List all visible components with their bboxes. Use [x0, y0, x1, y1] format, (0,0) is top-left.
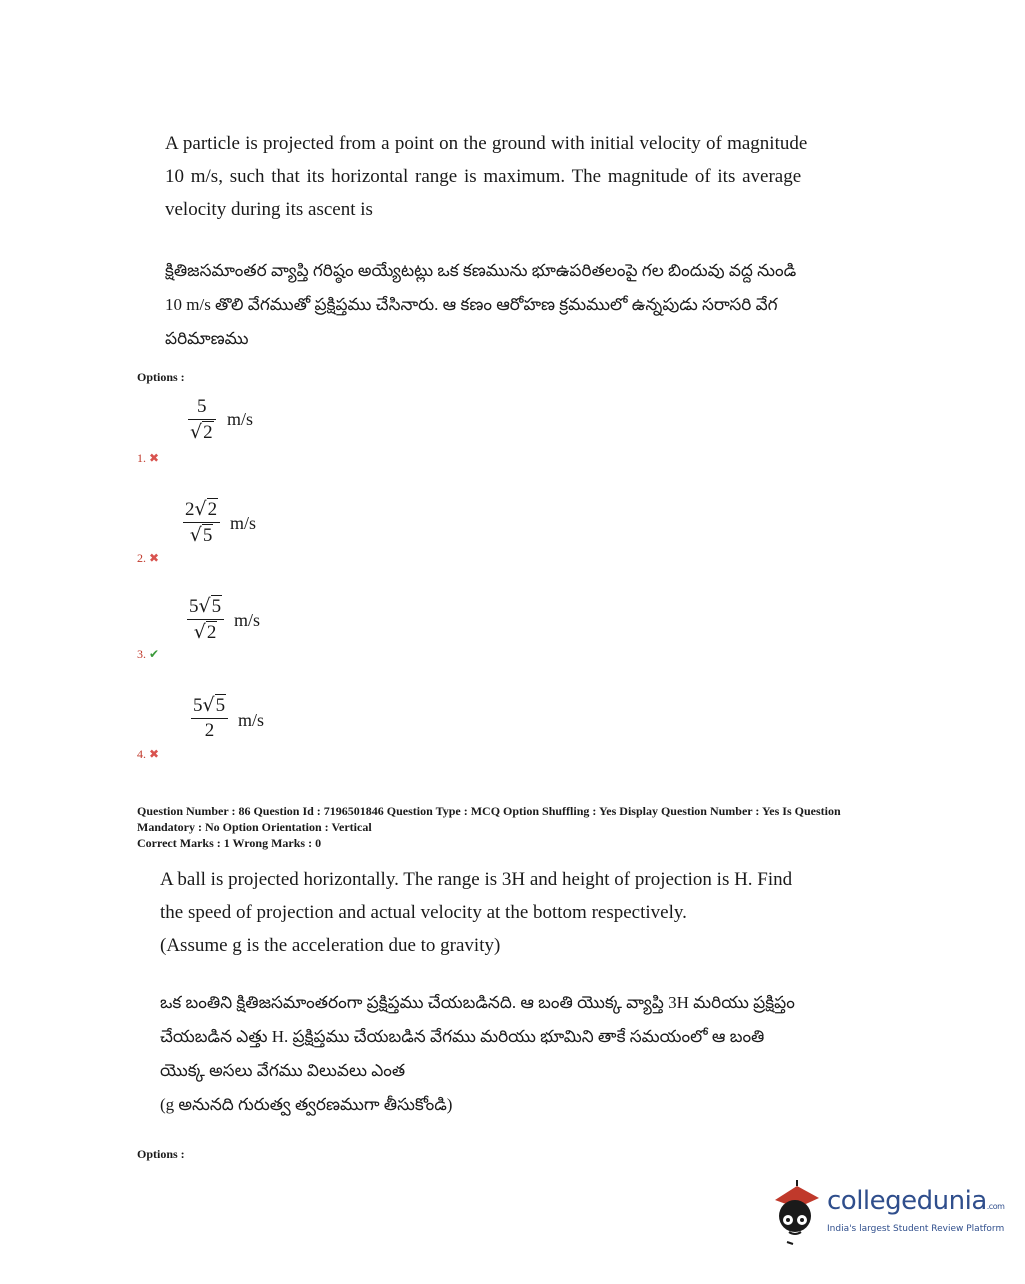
option-4-numerator: 5√5 — [193, 694, 226, 716]
option-1-number: 1. ✖ — [137, 451, 160, 465]
q1-options-label: Options : — [137, 370, 185, 384]
q2-meta-line: Mandatory : No Option Orientation : Vertical — [137, 820, 372, 834]
q1-telugu-line: క్షితిజసమాంతర వ్యాప్తి గరిష్ఠం అయ్యేటట్లు ఒక కణమును భూఉపరితలంపై గల బిందువు వద్ద నుండి — [165, 261, 797, 280]
option-1-unit: m/s — [227, 409, 254, 429]
q1-english-line: 10 m/s, such that its horizontal range is maximum. The magnitude of its average — [165, 166, 802, 187]
option-3-fraction — [187, 596, 224, 643]
wrong-mark-icon: ✖ — [149, 551, 160, 565]
option-3-numerator: 5√5 — [189, 595, 222, 617]
q2-telugu-line: యొక్క అసలు వేగము విలువలు ఎంత — [160, 1061, 406, 1080]
option-3-denominator: √2 — [193, 621, 217, 643]
option-2-number: 2. ✖ — [137, 551, 160, 565]
q1-telugu-line: పరిమాణము — [165, 329, 249, 348]
q2-english-line: A ball is projected horizontally. The range is 3H and height of projection is H. Find — [160, 869, 793, 890]
q2-metadata — [137, 803, 927, 851]
q2-english-line: (Assume g is the acceleration due to gravity) — [160, 935, 501, 956]
q2-telugu-text — [160, 986, 795, 1122]
option-4-denominator: 2 — [204, 720, 215, 741]
option-1-numerator: 5 — [197, 396, 207, 417]
option-2-fraction — [183, 499, 220, 546]
option-2-unit: m/s — [230, 513, 257, 533]
q2-telugu-line: ఒక బంతిని క్షితిజసమాంతరంగా ప్రక్షిప్తము చేయబడినది. ఆ బంతి యొక్క వ్యాప్తి 3H మరియు ప్రక్షిప్తం — [160, 993, 795, 1012]
logo-tagline: India's largest Student Review Platform — [827, 1224, 1005, 1234]
q2-telugu-line: చేయబడిన ఎత్తు H. ప్రక్షిప్తము చేయబడిన వేగము మరియు భూమిని తాకే సమయంలో ఆ బంతి — [160, 1027, 765, 1046]
q1-telugu-line: 10 m/s తొలి వేగముతో ప్రక్షిప్తము చేసినారు. ఆ కణం ఆరోహణ క్రమములో ఉన్నపుడు సరాసరి వేగ — [165, 295, 778, 314]
q2-marks-line: Correct Marks : 1 Wrong Marks : 0 — [137, 836, 322, 850]
q1-english-line: A particle is projected from a point on the ground with initial velocity of magnitude — [165, 133, 808, 154]
q2-meta-line: Question Number : 86 Question Id : 7196501846 Question Type : MCQ Option Shuffling : Yes Display Question Number : Yes Is Question — [137, 804, 841, 818]
q1-english-line: velocity during its ascent is — [165, 199, 373, 220]
option-1-fraction — [188, 397, 216, 443]
q2-telugu-line: (g అనునది గురుత్వ త్వరణముగా తీసుకోండి) — [160, 1095, 453, 1114]
option-3-number: 3. ✔ — [137, 647, 160, 661]
q2-english-line: the speed of projection and actual velocity at the bottom respectively. — [160, 902, 687, 923]
mascot-icon — [767, 1178, 825, 1248]
option-2-numerator: 2√2 — [185, 498, 218, 520]
option-3-unit: m/s — [234, 610, 261, 630]
option-4-number: 4. ✖ — [137, 747, 160, 761]
q1-english-text — [165, 127, 807, 226]
check-mark-icon: ✔ — [149, 647, 160, 661]
option-1-denominator: √2 — [190, 421, 213, 443]
option-4-fraction — [191, 695, 228, 741]
option-4-unit: m/s — [238, 710, 265, 730]
collegedunia-logo — [767, 1178, 1005, 1248]
wrong-mark-icon: ✖ — [149, 747, 160, 761]
wrong-mark-icon: ✖ — [149, 451, 160, 465]
q2-english-text — [160, 863, 792, 962]
q1-telugu-text — [165, 254, 796, 356]
option-2-denominator: √5 — [189, 524, 213, 546]
logo-text: collegedunia.com — [827, 1186, 1005, 1216]
q2-options-label: Options : — [137, 1147, 185, 1161]
